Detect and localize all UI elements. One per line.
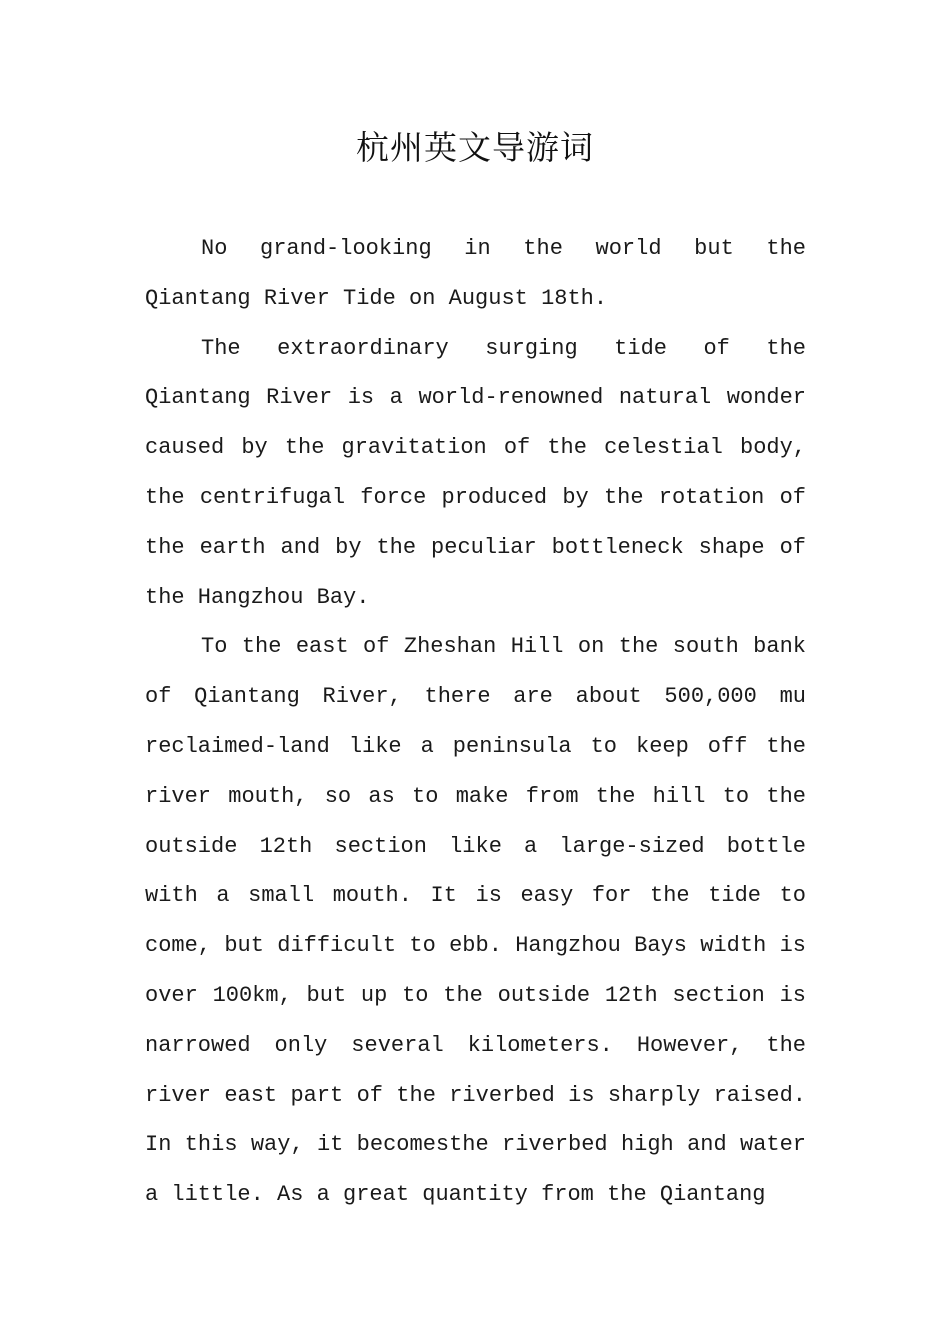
paragraph: To the east of Zheshan Hill on the south bank of Qiantang River, there are about 500,000 mu reclaimed-land like a peninsula to keep off the river mouth, so as to make from the hill to the outside 12th section like a large-sized bottle with a small mouth. It is easy for the tide to come, but difficult to ebb. Hangzhou Bays width is over 100km, but up to the outside 12th section is narrowed only several kilometers. However, the river east part of the riverbed is sharply raised. In this way, it becomesthe riverbed high and water a little. As a great quantity from the Qiantang bbox=[145, 634, 806, 1208]
paragraph: The extraordinary surging tide of the Qiantang River is a world-renowned natural wonder caused by the gravitation of the celestial body, the centrifugal force produced by the rotation of the earth and by the peculiar bottleneck shape of the Hangzhou Bay. bbox=[145, 335, 806, 610]
paragraph: No grand-looking in the world but the Qiantang River Tide on August 18th. bbox=[145, 236, 806, 311]
document-title: 杭州英文导游词 bbox=[356, 128, 594, 167]
document-body bbox=[145, 224, 806, 1220]
